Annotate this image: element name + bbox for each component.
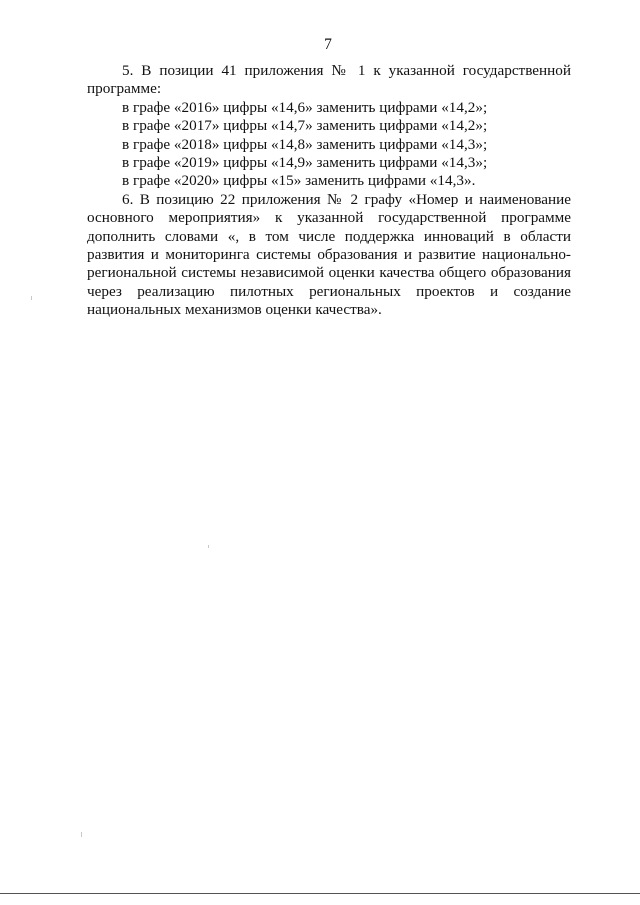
scan-speck [208, 545, 209, 548]
item-5-line: в графе «2018» цифры «14,8» заменить цифрами «14,3»; [122, 135, 488, 153]
item-5-line: в графе «2019» цифры «14,9» заменить цифрами «14,3»; [122, 154, 488, 172]
item-5-line: в графе «2017» цифры «14,7» заменить цифрами «14,2»; [122, 117, 488, 135]
scan-speck [81, 832, 82, 837]
document-body [87, 62, 571, 320]
scan-speck [31, 296, 32, 300]
page-number: 7 [324, 36, 332, 53]
item-5-heading: 5. В позиции 41 приложения № 1 к указанной государственной программе: [87, 62, 571, 98]
item-5-line: в графе «2020» цифры «15» заменить цифрами «14,3». [122, 172, 476, 190]
item-5-line: в графе «2016» цифры «14,6» заменить цифрами «14,2»; [122, 98, 488, 116]
bottom-scan-edge [0, 893, 640, 894]
item-6-paragraph: 6. В позицию 22 приложения № 2 графу «Номер и наименование основного мероприятия» к указанной государственной программе дополнить словами «, в том числе поддержка инноваций в области развития и мониторинга системы образования и развитие национально-региональной системы независимой оценки качества общего образования через реализацию пилотных региональных проектов и создание национальных механизмов оценки качества». [87, 190, 571, 319]
